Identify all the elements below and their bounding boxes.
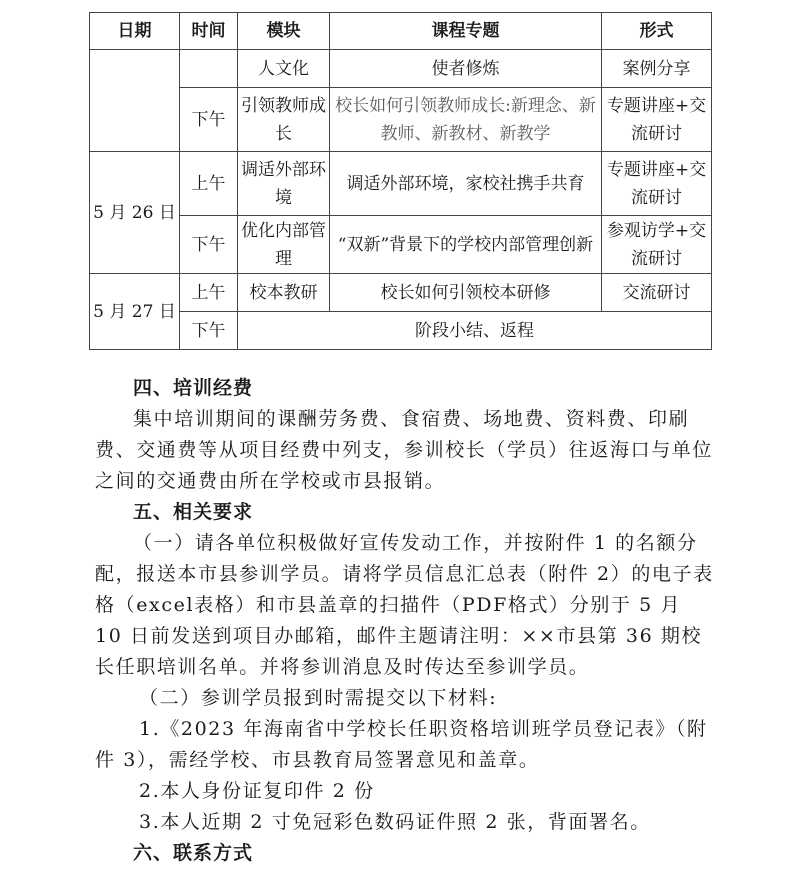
format-cell: 专题讲座+交流研讨: [602, 152, 712, 216]
paragraph: 集中培训期间的课酬劳务费、食宿费、场地费、资料费、印刷费、交通费等从项目经费中列支，参训校长（学员）往返海口与单位之间的交通费由所在学校或市县报销。: [95, 408, 714, 492]
format-cell: 交流研讨: [602, 274, 712, 312]
date-cell: 5 月 26 日: [90, 152, 180, 274]
module-cell: 优化内部管理: [238, 216, 330, 274]
module-cell: 人文化: [238, 50, 330, 88]
format-cell: 案例分享: [602, 50, 712, 88]
format-cell: 专题讲座+交流研讨: [602, 88, 712, 152]
header-date: 日期: [90, 13, 180, 50]
table-row: [90, 216, 712, 274]
header-format: 形式: [602, 13, 712, 50]
table-row: [90, 274, 712, 312]
list-item: 2.本人身份证复印件 2 份: [139, 780, 375, 802]
header-topic: 课程专题: [330, 13, 602, 50]
topic-cell: “双新”背景下的学校内部管理创新: [330, 216, 602, 274]
time-cell: 下午: [180, 312, 238, 350]
header-time: 时间: [180, 13, 238, 50]
section-heading: 五、相关要求: [133, 501, 254, 523]
schedule-table: [89, 12, 712, 350]
time-cell: 上午: [180, 152, 238, 216]
topic-cell: 调适外部环境，家校社携手共育: [330, 152, 602, 216]
time-cell: 下午: [180, 216, 238, 274]
table-header-row: [90, 13, 712, 50]
list-item: 3.本人近期 2 寸免冠彩色数码证件照 2 张，背面署名。: [139, 811, 651, 833]
document-body: [95, 373, 715, 869]
table-row: [90, 50, 712, 88]
module-cell: 调适外部环境: [238, 152, 330, 216]
table-row: [90, 88, 712, 152]
list-item: 1.《2023 年海南省中学校长任职资格培训班学员登记表》（附件 3），需经学校、市县教育局签署意见和盖章。: [95, 718, 708, 771]
topic-cell-merged: 阶段小结、返程: [238, 312, 712, 350]
time-cell-empty: [180, 50, 238, 88]
paragraph: （一）请各单位积极做好宣传发动工作，并按附件 1 的名额分配，报送本市县参训学员。请将学员信息汇总表（附件 2）的电子表格（excel表格）和市县盖章的扫描件（PDF格式）分别于 5 月 10 日前发送到项目办邮箱，邮件主题请注明：××市县第 36 期校长任职培训名单。并将参训消息及时传达至参训学员。: [95, 532, 714, 678]
date-cell: 5 月 27 日: [90, 274, 180, 350]
topic-cell: 使者修炼: [330, 50, 602, 88]
section-heading: 六、联系方式: [133, 842, 254, 864]
date-cell-empty: [90, 50, 180, 152]
topic-cell: 校长如何引领校本研修: [330, 274, 602, 312]
header-module: 模块: [238, 13, 330, 50]
module-cell: 校本教研: [238, 274, 330, 312]
time-cell: 下午: [180, 88, 238, 152]
table-row: [90, 312, 712, 350]
table-row: [90, 152, 712, 216]
topic-cell: 校长如何引领教师成长:新理念、新教师、新教材、新教学: [330, 88, 602, 152]
format-cell: 参观访学+交流研讨: [602, 216, 712, 274]
section-heading: 四、培训经费: [133, 377, 254, 399]
time-cell: 上午: [180, 274, 238, 312]
module-cell: 引领教师成长: [238, 88, 330, 152]
paragraph: （二）参训学员报到时需提交以下材料:: [139, 687, 498, 709]
